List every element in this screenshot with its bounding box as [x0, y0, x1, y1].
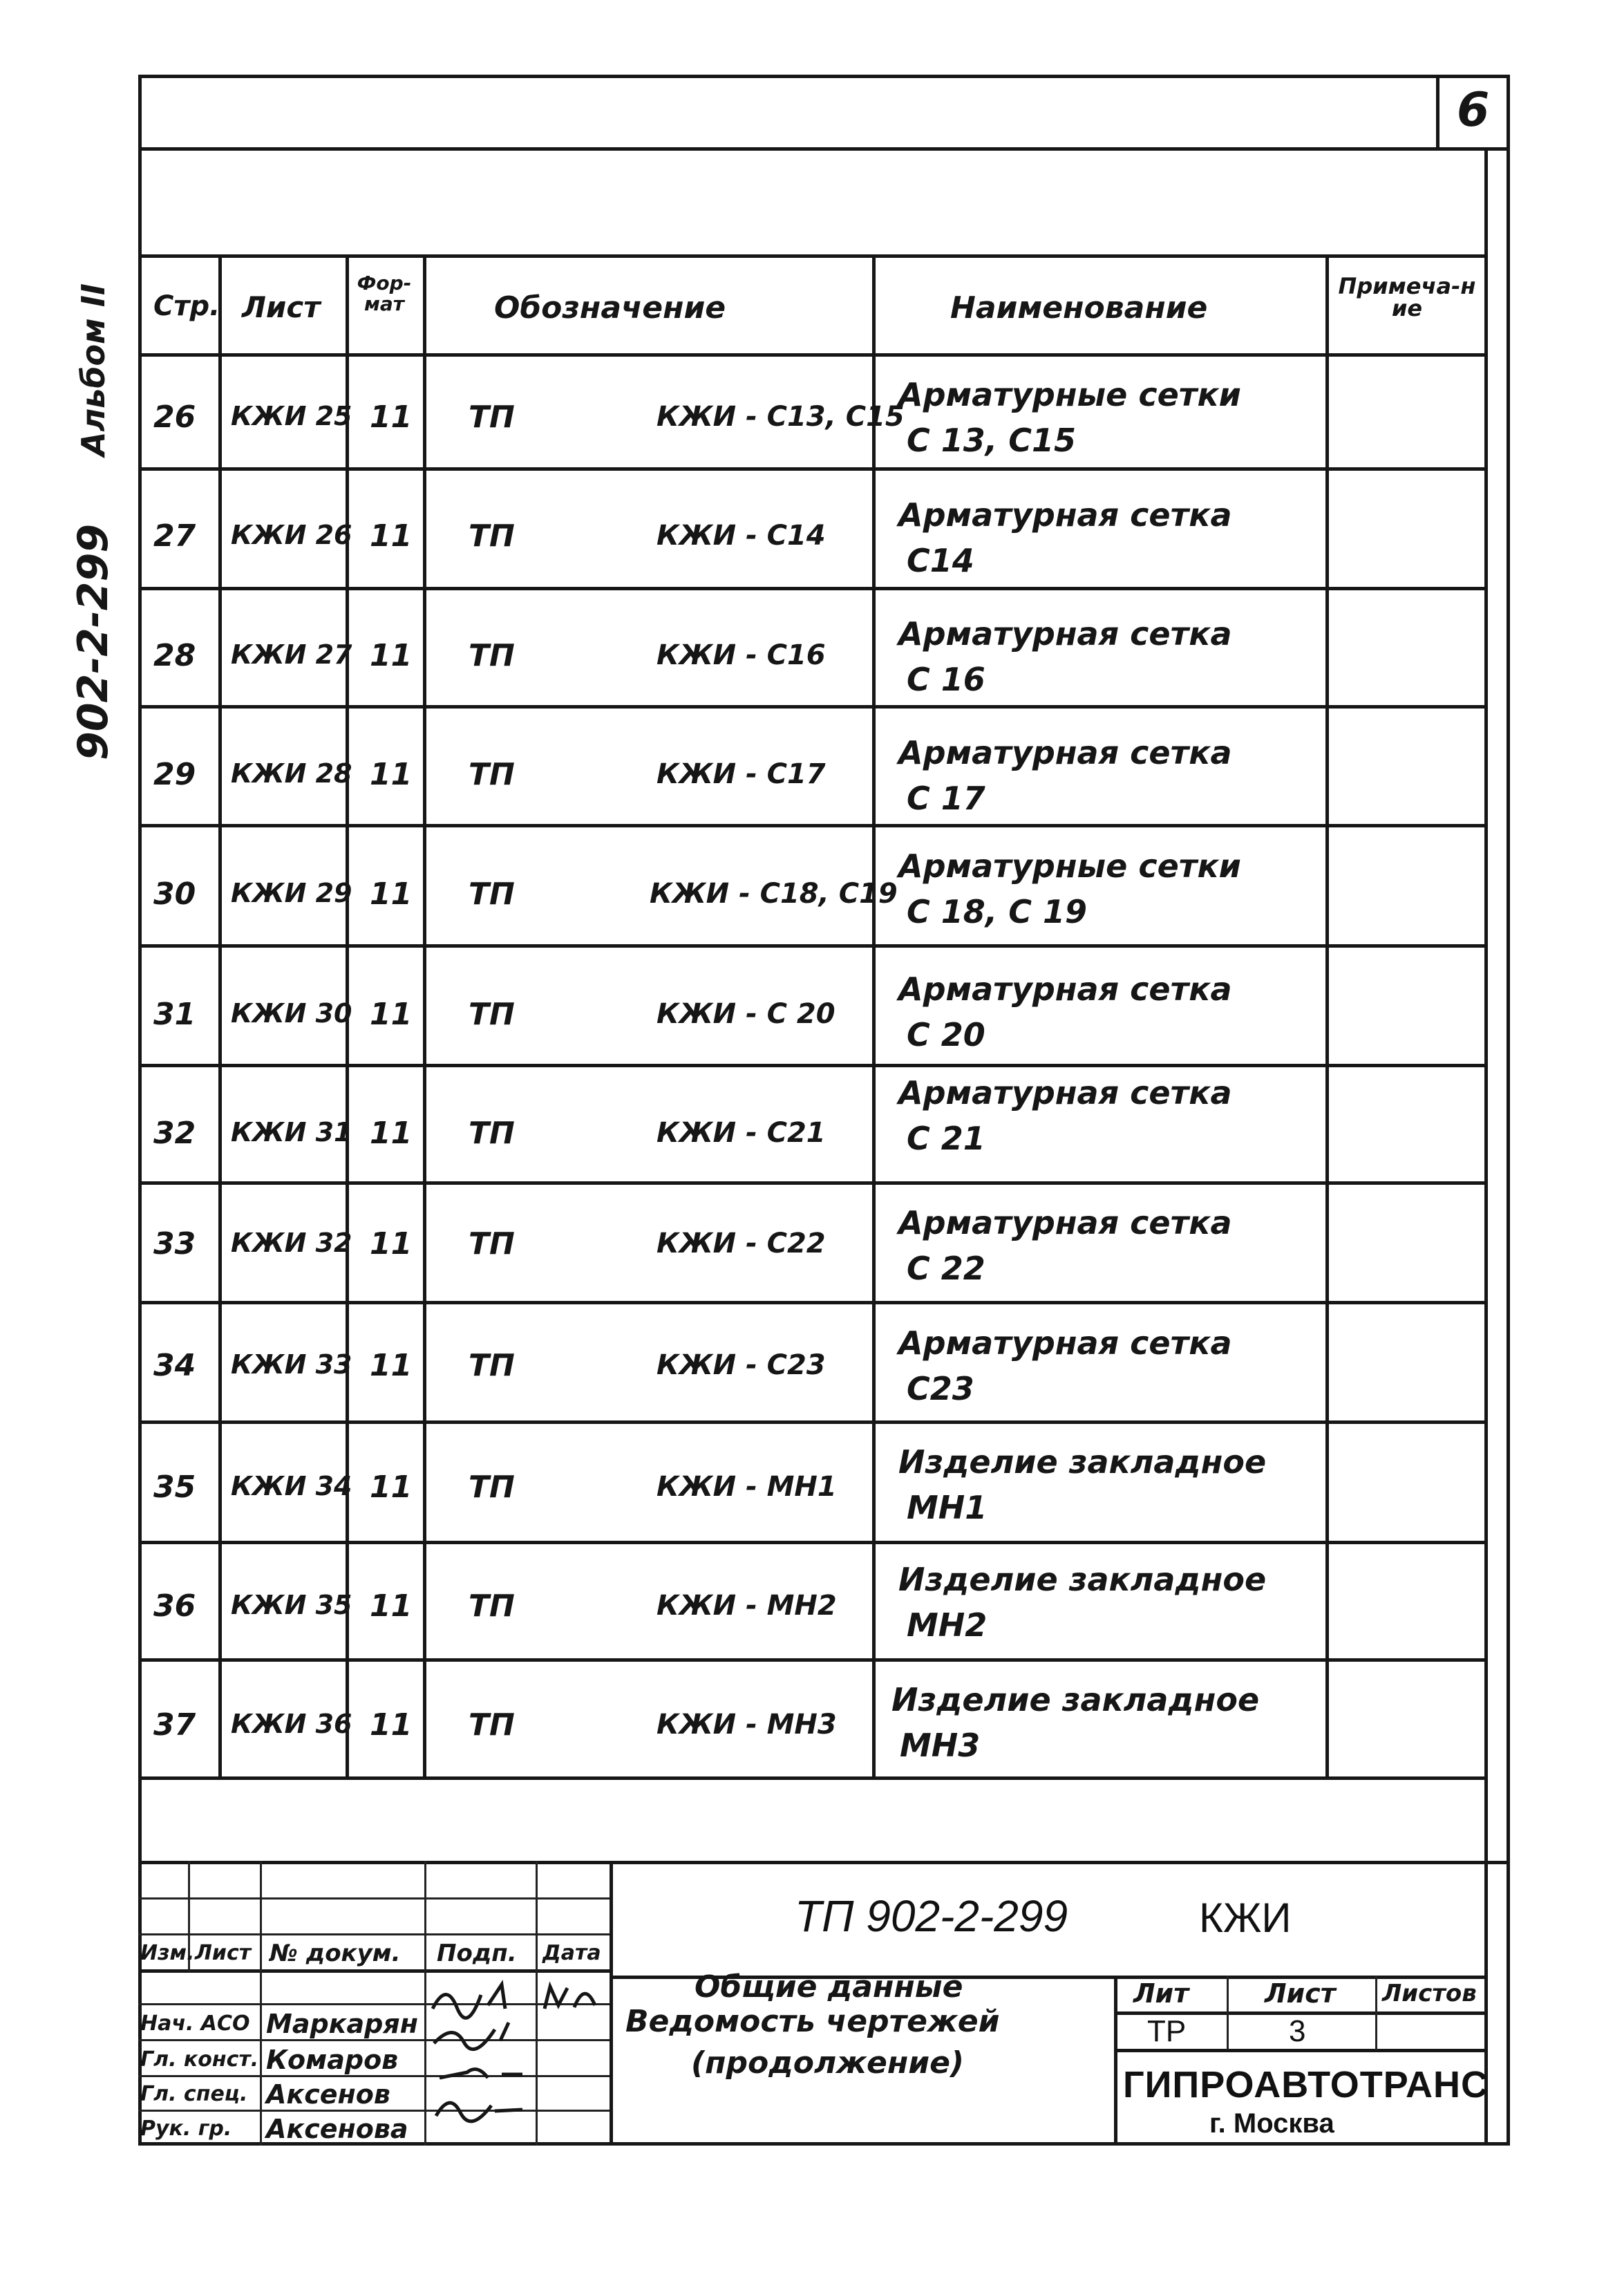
signatory-name: Аксенова: [266, 2114, 408, 2144]
sheet-value: 3: [1289, 2014, 1306, 2048]
row-name-line2: С 16: [907, 661, 985, 698]
row-name-line2: С14: [907, 542, 974, 579]
row-name: [898, 492, 1232, 583]
signature-marks: [426, 1974, 612, 2146]
row-sheet: КЖИ 28: [231, 758, 352, 789]
document-title-line3: (продолжение): [691, 2045, 965, 2081]
row-page: 27: [153, 518, 196, 554]
col-date: Дата: [542, 1941, 601, 1965]
stage-label: Лит: [1133, 1978, 1189, 2009]
row-name-line1: Арматурная сетка: [898, 496, 1232, 534]
row-name-line2: С 20: [907, 1016, 985, 1053]
row-name-line1: Арматурная сетка: [898, 615, 1232, 653]
row-name-line1: Арматурные сетки: [898, 847, 1241, 885]
signature-4: [436, 2103, 522, 2121]
row-page: 29: [153, 757, 196, 792]
grid-col: [260, 1861, 262, 2146]
col-doc: № докум.: [270, 1940, 401, 1967]
row-series: ТП: [469, 518, 515, 554]
stage-value: ТР: [1147, 2014, 1187, 2048]
col-line: [218, 254, 222, 1778]
row-sheet: КЖИ 30: [231, 998, 352, 1029]
row-sheet: КЖИ 25: [231, 401, 352, 431]
row-separator: [138, 824, 1486, 827]
row-separator: [138, 944, 1486, 948]
header-designation: Обозначение: [494, 290, 726, 326]
row-name-line1: Арматурная сетка: [898, 1324, 1232, 1362]
sheet-label: Лист: [1265, 1978, 1336, 2009]
row-code: КЖИ - С 20: [657, 998, 835, 1030]
row-name: [898, 1557, 1266, 1648]
sheet-frame: [138, 75, 1510, 2146]
row-name: [898, 843, 1241, 935]
table-header-top: [138, 254, 1486, 258]
row-series: ТП: [469, 997, 515, 1032]
row-name: [898, 966, 1232, 1058]
right-margin-line: [1484, 149, 1488, 2146]
row-format: 11: [370, 876, 413, 912]
row-name-line1: Изделие закладное: [898, 1443, 1267, 1481]
title-block-right-divider: [1114, 1976, 1117, 2146]
row-name-line2: С 17: [907, 780, 985, 817]
row-separator: [138, 1064, 1486, 1067]
row-name: [891, 1677, 1259, 1768]
col-sign: Подп.: [437, 1940, 517, 1967]
side-note-album: Альбом II: [75, 283, 112, 456]
row-name-line2: С 22: [907, 1250, 985, 1287]
side-note-project: 902-2-299: [69, 523, 117, 760]
page-number-box-line: [1436, 75, 1439, 149]
document-title: [625, 1970, 999, 2081]
row-series: ТП: [469, 1470, 515, 1505]
row-name-line1: Арматурные сетки: [898, 376, 1241, 413]
row-name: [898, 1200, 1232, 1291]
row-format: 11: [370, 757, 413, 792]
row-page: 37: [153, 1707, 196, 1743]
row-code: КЖИ - С17: [657, 758, 826, 790]
stage-col-line: [1227, 1976, 1229, 2050]
row-page: 34: [153, 1348, 196, 1383]
row-separator: [138, 1658, 1486, 1662]
grid-line: [138, 1969, 610, 1973]
document-code: ТП 902-2-299: [795, 1891, 1068, 1941]
row-separator: [138, 1541, 1486, 1544]
row-format: 11: [370, 638, 413, 673]
row-code: КЖИ - МН2: [657, 1590, 837, 1622]
row-format: 11: [370, 1470, 413, 1505]
row-code: КЖИ - С13, С15: [657, 401, 905, 433]
row-series: ТП: [469, 757, 515, 792]
organization: ГИПРОАВТОТРАНС: [1123, 2064, 1489, 2105]
city: г. Москва: [1209, 2108, 1334, 2139]
row-code: КЖИ - МН3: [657, 1709, 837, 1741]
row-sheet: КЖИ 33: [231, 1349, 352, 1380]
row-sheet: КЖИ 35: [231, 1590, 352, 1620]
row-name: [898, 372, 1241, 463]
table-header-bottom: [138, 353, 1486, 357]
signatory-name: Маркарян: [266, 2009, 418, 2039]
top-strip-line: [138, 147, 1510, 151]
row-sheet: КЖИ 32: [231, 1228, 352, 1258]
row-format: 11: [370, 1226, 413, 1261]
row-page: 36: [153, 1588, 196, 1624]
row-separator: [138, 1181, 1486, 1185]
row-code: КЖИ - С23: [657, 1349, 826, 1381]
header-note: Примеча-ние: [1338, 273, 1476, 321]
document-mark: КЖИ: [1199, 1895, 1292, 1941]
signatory-name: Аксенов: [266, 2079, 390, 2110]
row-separator: [138, 1301, 1486, 1304]
row-format: 11: [370, 518, 413, 554]
grid-line: [138, 1897, 610, 1900]
signature-2: [434, 2023, 509, 2049]
table-bottom: [138, 1776, 1486, 1780]
row-separator: [138, 467, 1486, 471]
signatory-role: Гл. конст.: [140, 2047, 259, 2072]
header-sheet: Лист: [242, 290, 321, 324]
row-name: [898, 730, 1232, 821]
row-page: 30: [153, 876, 196, 912]
row-page: 26: [153, 400, 196, 435]
col-change: Изм.: [140, 1941, 195, 1965]
row-page: 32: [153, 1116, 196, 1151]
row-sheet: КЖИ 26: [231, 520, 352, 550]
col-sheet: Лист: [195, 1941, 252, 1965]
row-code: КЖИ - С16: [657, 639, 826, 671]
row-format: 11: [370, 400, 413, 435]
row-page: 33: [153, 1226, 196, 1261]
row-page: 31: [153, 997, 196, 1032]
row-series: ТП: [469, 1588, 515, 1624]
row-separator: [138, 705, 1486, 709]
row-code: КЖИ - С22: [657, 1228, 826, 1259]
sheet-col-line: [1375, 1976, 1377, 2050]
signatory-role: Рук. гр.: [140, 2117, 232, 2141]
document-title-line1: Общие данные: [695, 1969, 963, 2005]
row-series: ТП: [469, 1707, 515, 1743]
row-series: ТП: [469, 1226, 515, 1261]
row-code: КЖИ - С14: [657, 520, 826, 552]
row-series: ТП: [469, 400, 515, 435]
row-name-line2: МН1: [907, 1489, 988, 1526]
row-name: [898, 611, 1232, 702]
signatory-role: Гл. спец.: [140, 2082, 248, 2106]
row-name: [898, 1320, 1232, 1411]
row-code: КЖИ - МН1: [657, 1471, 837, 1503]
grid-line: [138, 1933, 610, 1935]
row-series: ТП: [469, 1348, 515, 1383]
col-line: [423, 254, 426, 1778]
row-format: 11: [370, 1348, 413, 1383]
row-name-line2: С 18, С 19: [907, 893, 1088, 930]
row-separator: [138, 1420, 1486, 1424]
col-line: [872, 254, 876, 1778]
row-format: 11: [370, 997, 413, 1032]
row-format: 11: [370, 1116, 413, 1151]
col-line: [1325, 254, 1329, 1778]
row-page: 28: [153, 638, 196, 673]
row-code: КЖИ - С18, С19: [650, 878, 898, 910]
stage-value-line: [1114, 2049, 1484, 2052]
header-name: Наименование: [950, 290, 1208, 326]
row-code: КЖИ - С21: [657, 1117, 826, 1149]
row-sheet: КЖИ 36: [231, 1709, 352, 1739]
row-name-line1: Арматурная сетка: [898, 734, 1232, 771]
header-format: Фор-мат: [357, 272, 412, 315]
row-name-line2: МН2: [907, 1606, 988, 1644]
signatory-role: Нач. АСО: [140, 2011, 250, 2036]
row-series: ТП: [469, 638, 515, 673]
row-format: 11: [370, 1707, 413, 1743]
row-sheet: КЖИ 34: [231, 1471, 352, 1501]
date-scribble: [545, 1987, 595, 2009]
row-name-line1: Изделие закладное: [898, 1561, 1267, 1598]
row-name: [898, 1070, 1232, 1161]
row-name-line1: Арматурная сетка: [898, 1074, 1232, 1111]
row-separator: [138, 587, 1486, 590]
row-format: 11: [370, 1588, 413, 1624]
row-name-line2: МН3: [900, 1727, 981, 1764]
title-block-top: [138, 1861, 1510, 1864]
signature-1: [433, 1985, 505, 2018]
row-name-line1: Арматурная сетка: [898, 1204, 1232, 1241]
row-page: 35: [153, 1470, 196, 1505]
document-title-line2: Ведомость чертежей: [625, 2004, 1000, 2039]
row-name-line2: С 13, С15: [907, 422, 1077, 459]
signatory-name: Комаров: [266, 2045, 399, 2075]
row-sheet: КЖИ 27: [231, 639, 352, 670]
row-series: ТП: [469, 1116, 515, 1151]
row-sheet: КЖИ 31: [231, 1117, 352, 1147]
row-sheet: КЖИ 29: [231, 878, 352, 908]
signature-3: [440, 2070, 522, 2079]
row-name: [898, 1439, 1266, 1530]
row-name-line2: С23: [907, 1370, 974, 1407]
row-name-line1: Изделие закладное: [891, 1681, 1260, 1718]
header-page: Стр.: [153, 290, 220, 322]
page-number: 6: [1457, 83, 1490, 138]
row-name-line2: С 21: [907, 1120, 985, 1157]
sheets-label: Листов: [1382, 1980, 1477, 2007]
row-series: ТП: [469, 876, 515, 912]
row-name-line1: Арматурная сетка: [898, 970, 1232, 1008]
